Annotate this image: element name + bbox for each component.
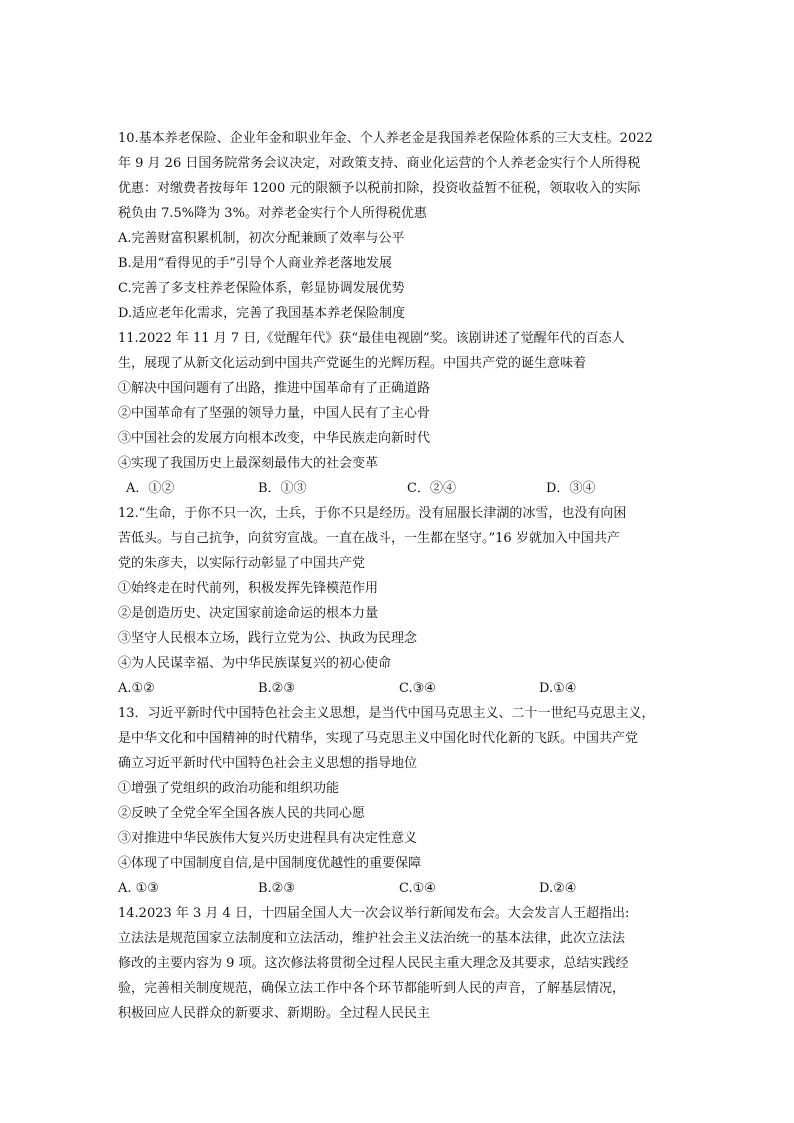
answer-options-row — [118, 480, 688, 498]
question-stem-line: 14.2023 年 3 月 4 日，十四届全国人大一次会议举行新闻发布会。大会发言人王超指出: — [118, 906, 630, 921]
question-stem-line: 积极回应人民群众的新要求、新期盼。全过程人民民主 — [118, 1006, 431, 1021]
statement-item: ②中国革命有了坚强的领导力量，中国人民有了主心骨 — [118, 406, 431, 421]
statement-item: ②是创造历史、决定国家前途命运的根本力量 — [118, 606, 379, 621]
statement-item: ③中国社会的发展方向根本改变，中华民族走向新时代 — [118, 431, 431, 446]
answer-option: A.①② — [118, 681, 155, 696]
question-stem-line: 11.2022 年 11 月 7 日,《觉醒年代》获“最佳电视剧”奖。该剧讲述了觉醒年代的百态人 — [118, 331, 625, 346]
question-stem-line: 年 9 月 26 日国务院常务会议决定，对政策支持、商业化运营的个人养老金实行个人所得税 — [118, 156, 641, 171]
answer-option: B.②③ — [258, 881, 295, 896]
answer-options-row — [118, 880, 688, 898]
statement-item: ①增强了党组织的政治功能和组织功能 — [118, 781, 340, 796]
answer-option: B.是用“看得见的手”引导个人商业养老落地发展 — [118, 256, 392, 271]
statement-item: ③坚守人民根本立场，践行立党为公、执政为民理念 — [118, 631, 418, 646]
answer-option: D.②④ — [539, 881, 577, 896]
statement-item: ①始终走在时代前列，积极发挥先锋模范作用 — [118, 581, 379, 596]
answer-option: B．①③ — [258, 481, 307, 496]
question-stem-line: 修改的主要内容为 9 项。这次修法将贯彻全过程人民民主重大理念及其要求，总结实践经 — [118, 956, 629, 971]
question-stem-line: 13．习近平新时代中国特色社会主义思想，是当代中国马克思主义、二十一世纪马克思主义， — [118, 706, 655, 721]
question-stem-line: 生，展现了从新文化运动到中国共产党诞生的光辉历程。中国共产党的诞生意味着 — [118, 356, 587, 371]
question-stem-line: 12.“生命，于你不只一次，士兵，于你不只是经历。没有屈服长津湖的冰雪，也没有向困 — [118, 506, 627, 521]
answer-options-row — [118, 680, 688, 698]
answer-option: C.完善了多支柱养老保险体系，彰显协调发展优势 — [118, 281, 405, 296]
answer-option: C.①④ — [399, 881, 436, 896]
question-stem-line: 立法法是规范国家立法制度和立法活动，维护社会主义法治统一的基本法律，此次立法法 — [118, 931, 626, 946]
statement-item: ④体现了中国制度自信,是中国制度优越性的重要保障 — [118, 856, 422, 871]
answer-option: D．③④ — [546, 481, 596, 496]
statement-item: ③对推进中华民族伟大复兴历史进程具有决定性意义 — [118, 831, 418, 846]
answer-option: B.②③ — [258, 681, 295, 696]
statement-item: ①解决中国问题有了出路，推进中国革命有了正确道路 — [118, 381, 431, 396]
question-stem-line: 10.基本养老保险、企业年金和职业年金、个人养老金是我国养老保险体系的三大支柱。2022 — [118, 131, 653, 146]
answer-option: C．②④ — [407, 481, 456, 496]
question-stem-line: 党的朱彦夫，以实际行动彰显了中国共产党 — [118, 556, 366, 571]
statement-item: ④为人民谋幸福、为中华民族谋复兴的初心使命 — [118, 656, 392, 671]
question-stem-line: 是中华文化和中国精神的时代精华，实现了马克思主义中国化时代化新的飞跃。中国共产党 — [118, 731, 639, 746]
answer-option: A. ①③ — [118, 881, 159, 896]
answer-option: D.适应老年化需求，完善了我国基本养老保险制度 — [118, 306, 406, 321]
statement-item: ②反映了全党全军全国各族人民的共同心愿 — [118, 806, 366, 821]
answer-option: D.①④ — [539, 681, 577, 696]
question-stem-line: 税负由 7.5%降为 3%。对养老金实行个人所得税优惠 — [118, 206, 427, 221]
question-stem-line: 确立习近平新时代中国特色社会主义思想的指导地位 — [118, 756, 418, 771]
question-stem-line: 优惠：对缴费者按每年 1200 元的限额予以税前扣除，投资收益暂不征税，领取收入的实际 — [118, 181, 641, 196]
question-stem-line: 苦低头。与自己抗争，向贫穷宣战。一直在战斗，一生都在坚守。”16 岁就加入中国共产 — [118, 531, 620, 546]
statement-item: ④实现了我国历史上最深刻最伟大的社会变革 — [118, 456, 379, 471]
answer-option: C.③④ — [399, 681, 436, 696]
answer-option: A．①② — [126, 481, 175, 496]
question-stem-line: 验，完善相关制度规范，确保立法工作中各个环节都能听到人民的声音，了解基层情况， — [118, 981, 626, 996]
answer-option: A.完善财富积累机制，初次分配兼顾了效率与公平 — [118, 231, 405, 246]
